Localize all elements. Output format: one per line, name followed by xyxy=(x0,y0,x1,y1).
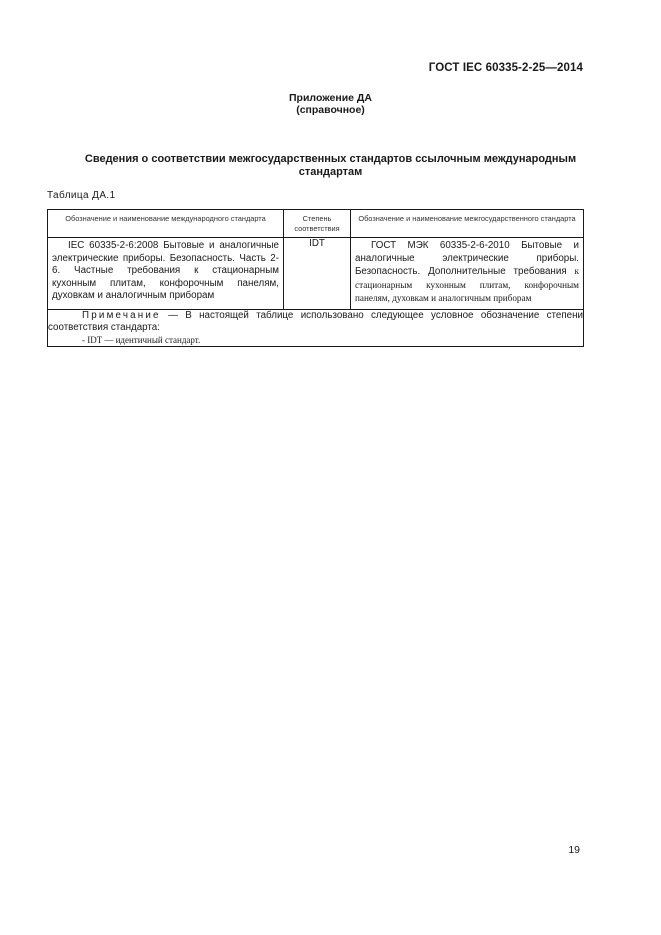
annex-title: Приложение ДА xyxy=(289,92,372,104)
table-caption: Таблица ДА.1 xyxy=(47,190,116,201)
interstate-standard-text: ГОСТ МЭК 60335-2-6-2010 Бытовые и аналогичные электрические приборы. Безопасность. Дополнительные требования xyxy=(355,240,579,277)
correspondence-table xyxy=(47,209,584,347)
cell-degree xyxy=(284,238,351,310)
column-header-interstate: Обозначение и наименование межгосударственного стандарта xyxy=(351,210,584,238)
page-number: 19 xyxy=(568,844,580,856)
note-text: — В настоящей таблице использовано следующее условное обозначение степени соответствия стандарта: xyxy=(48,309,583,333)
annex-heading xyxy=(0,92,661,116)
column-header-degree: Степень соответствия xyxy=(284,210,351,238)
cell-interstate-standard xyxy=(351,238,584,310)
cell-international-standard xyxy=(48,238,284,310)
section-title: Сведения о соответствии межгосударственных стандартов ссылочным международным стандартам xyxy=(84,153,577,178)
table-note xyxy=(48,309,584,346)
annex-subtitle: (справочное) xyxy=(296,104,365,116)
degree-value: IDT xyxy=(309,238,325,249)
column-header-international: Обозначение и наименование международного стандарта xyxy=(48,210,284,238)
table-header-row xyxy=(48,210,584,238)
interstate-standard-text-continued: к стационарным кухонным плитам, конфорочным панелям, духовкам и аналогичным приборам xyxy=(355,266,579,303)
table-note-row xyxy=(48,309,584,346)
international-standard-text: IEC 60335-2-6:2008 Бытовые и аналогичные электрические приборы. Безопасность. Часть 2-6. Частные требования к стационарным кухонным плитам, конфорочным панелям, духовкам и аналогичным приборам xyxy=(52,240,279,301)
note-label: Примечание xyxy=(82,309,161,321)
table-row xyxy=(48,238,584,310)
note-item: - IDT — идентичный стандарт. xyxy=(82,334,201,345)
standard-code: ГОСТ IEC 60335-2-25—2014 xyxy=(428,62,583,74)
